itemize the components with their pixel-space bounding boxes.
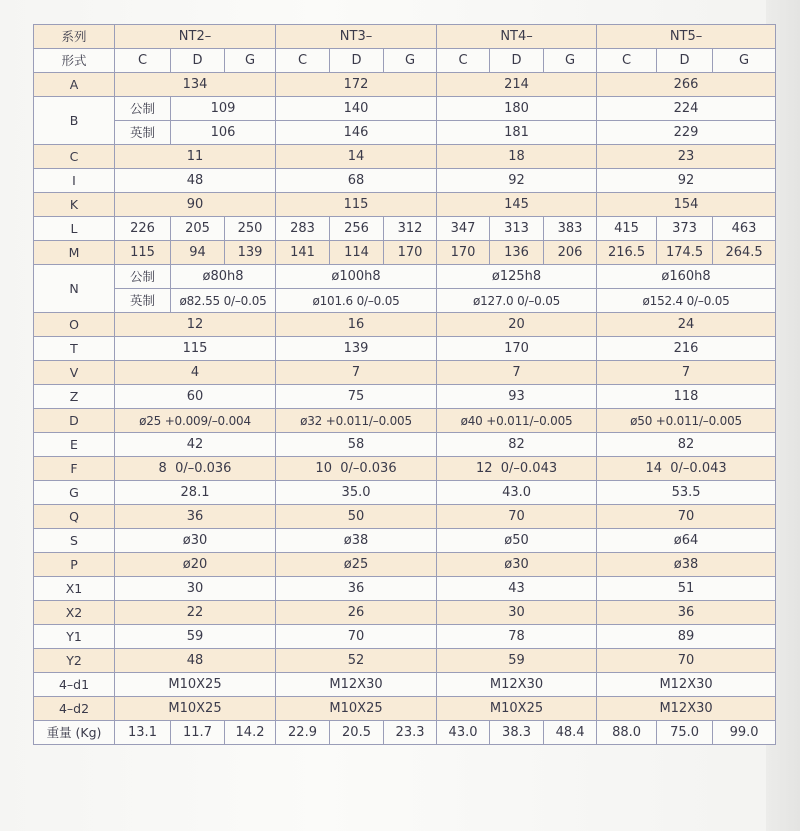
cell: 4 — [115, 361, 276, 385]
cell: 224 — [597, 97, 776, 121]
cell: M12X30 — [437, 673, 597, 697]
cell: ø50 +0.011/–0.005 — [597, 409, 776, 433]
cell: ø38 — [597, 553, 776, 577]
cell: M12X30 — [597, 673, 776, 697]
type-d: D — [330, 49, 384, 73]
cell: 82 — [437, 433, 597, 457]
row-label: 4–d2 — [34, 697, 115, 721]
row-n-imperial — [34, 289, 776, 313]
cell: 14 — [276, 145, 437, 169]
cell: 7 — [437, 361, 597, 385]
row-k — [34, 193, 776, 217]
cell: 373 — [657, 217, 713, 241]
cell: 8 0/–0.036 — [115, 457, 276, 481]
row-s — [34, 529, 776, 553]
cell: 99.0 — [713, 721, 776, 745]
cell: 347 — [437, 217, 490, 241]
row-label: G — [34, 481, 115, 505]
cell: 14 0/–0.043 — [597, 457, 776, 481]
row-4-d1 — [34, 673, 776, 697]
cell: 59 — [437, 649, 597, 673]
cell: 266 — [597, 73, 776, 97]
cell: 115 — [115, 241, 171, 265]
cell: ø101.6 0/–0.05 — [276, 289, 437, 313]
cell: 181 — [437, 121, 597, 145]
cell: 35.0 — [276, 481, 437, 505]
cell: 313 — [490, 217, 544, 241]
cell: 59 — [115, 625, 276, 649]
row-label: P — [34, 553, 115, 577]
cell: 139 — [225, 241, 276, 265]
cell: M10X25 — [115, 697, 276, 721]
cell: 14.2 — [225, 721, 276, 745]
cell: 58 — [276, 433, 437, 457]
row-label: I — [34, 169, 115, 193]
cell: 170 — [384, 241, 437, 265]
cell: 214 — [437, 73, 597, 97]
header-type-row — [34, 49, 776, 73]
cell: 90 — [115, 193, 276, 217]
row-label: S — [34, 529, 115, 553]
cell: M10X25 — [437, 697, 597, 721]
row-label: F — [34, 457, 115, 481]
cell: 205 — [171, 217, 225, 241]
cell: 82 — [597, 433, 776, 457]
row-label: X2 — [34, 601, 115, 625]
cell: 106 — [171, 121, 276, 145]
row-label: E — [34, 433, 115, 457]
series-nt5: NT5– — [597, 25, 776, 49]
cell: 48.4 — [544, 721, 597, 745]
cell: ø40 +0.011/–0.005 — [437, 409, 597, 433]
cell: 22 — [115, 601, 276, 625]
type-g: G — [384, 49, 437, 73]
cell: 30 — [115, 577, 276, 601]
row-x2 — [34, 601, 776, 625]
cell: 43.0 — [437, 481, 597, 505]
cell: 12 0/–0.043 — [437, 457, 597, 481]
cell: 283 — [276, 217, 330, 241]
cell: ø38 — [276, 529, 437, 553]
cell: 22.9 — [276, 721, 330, 745]
cell: 12 — [115, 313, 276, 337]
cell: 256 — [330, 217, 384, 241]
row-m — [34, 241, 776, 265]
row-label: L — [34, 217, 115, 241]
cell: 75 — [276, 385, 437, 409]
header-series-row — [34, 25, 776, 49]
cell: 30 — [437, 601, 597, 625]
cell: 226 — [115, 217, 171, 241]
row-label: X1 — [34, 577, 115, 601]
type-g: G — [713, 49, 776, 73]
row-label: M — [34, 241, 115, 265]
cell: ø125h8 — [437, 265, 597, 289]
row-n-metric — [34, 265, 776, 289]
row-g — [34, 481, 776, 505]
series-nt2: NT2– — [115, 25, 276, 49]
cell: ø80h8 — [171, 265, 276, 289]
cell: 53.5 — [597, 481, 776, 505]
row-label: K — [34, 193, 115, 217]
type-c: C — [115, 49, 171, 73]
cell: 154 — [597, 193, 776, 217]
row-v — [34, 361, 776, 385]
cell: ø100h8 — [276, 265, 437, 289]
cell: 36 — [115, 505, 276, 529]
cell: 114 — [330, 241, 384, 265]
type-d: D — [490, 49, 544, 73]
cell: 141 — [276, 241, 330, 265]
cell: 13.1 — [115, 721, 171, 745]
row-x1 — [34, 577, 776, 601]
row-label: 重量 (Kg) — [34, 721, 115, 745]
row-e — [34, 433, 776, 457]
row-a — [34, 73, 776, 97]
cell: 16 — [276, 313, 437, 337]
cell: 229 — [597, 121, 776, 145]
cell: 415 — [597, 217, 657, 241]
cell: ø32 +0.011/–0.005 — [276, 409, 437, 433]
imperial-label: 英制 — [115, 121, 171, 145]
cell: 68 — [276, 169, 437, 193]
series-label: 系列 — [34, 25, 115, 49]
cell: 136 — [490, 241, 544, 265]
imperial-label: 英制 — [115, 289, 171, 313]
cell: 216.5 — [597, 241, 657, 265]
cell: 93 — [437, 385, 597, 409]
cell: M12X30 — [276, 673, 437, 697]
dimension-table — [33, 24, 776, 745]
row-weight — [34, 721, 776, 745]
row-p — [34, 553, 776, 577]
cell: 43 — [437, 577, 597, 601]
type-d: D — [657, 49, 713, 73]
row-label: 4–d1 — [34, 673, 115, 697]
cell: 70 — [276, 625, 437, 649]
row-label: O — [34, 313, 115, 337]
row-label: D — [34, 409, 115, 433]
cell: 36 — [597, 601, 776, 625]
cell: 88.0 — [597, 721, 657, 745]
cell: 70 — [597, 649, 776, 673]
cell: ø64 — [597, 529, 776, 553]
cell: 48 — [115, 169, 276, 193]
row-label: C — [34, 145, 115, 169]
cell: 36 — [276, 577, 437, 601]
cell: ø25 — [276, 553, 437, 577]
cell: 10 0/–0.036 — [276, 457, 437, 481]
type-c: C — [437, 49, 490, 73]
cell: M10X25 — [276, 697, 437, 721]
row-y1 — [34, 625, 776, 649]
type-g: G — [225, 49, 276, 73]
cell: 52 — [276, 649, 437, 673]
cell: 50 — [276, 505, 437, 529]
row-i — [34, 169, 776, 193]
cell: 170 — [437, 241, 490, 265]
cell: ø127.0 0/–0.05 — [437, 289, 597, 313]
cell: 383 — [544, 217, 597, 241]
row-label: A — [34, 73, 115, 97]
row-d — [34, 409, 776, 433]
cell: 60 — [115, 385, 276, 409]
cell: ø30 — [115, 529, 276, 553]
cell: ø25 +0.009/–0.004 — [115, 409, 276, 433]
cell: 42 — [115, 433, 276, 457]
cell: M12X30 — [597, 697, 776, 721]
cell: 174.5 — [657, 241, 713, 265]
row-label: Z — [34, 385, 115, 409]
metric-label: 公制 — [115, 97, 171, 121]
type-d: D — [171, 49, 225, 73]
row-o — [34, 313, 776, 337]
cell: 264.5 — [713, 241, 776, 265]
type-label: 形式 — [34, 49, 115, 73]
row-q — [34, 505, 776, 529]
cell: 216 — [597, 337, 776, 361]
cell: 140 — [276, 97, 437, 121]
type-c: C — [276, 49, 330, 73]
row-b-imperial — [34, 121, 776, 145]
series-nt4: NT4– — [437, 25, 597, 49]
row-t — [34, 337, 776, 361]
cell: 312 — [384, 217, 437, 241]
cell: 109 — [171, 97, 276, 121]
row-l — [34, 217, 776, 241]
cell: ø30 — [437, 553, 597, 577]
cell: 115 — [276, 193, 437, 217]
cell: 70 — [597, 505, 776, 529]
cell: 43.0 — [437, 721, 490, 745]
row-4-d2 — [34, 697, 776, 721]
cell: 26 — [276, 601, 437, 625]
cell: ø160h8 — [597, 265, 776, 289]
cell: 7 — [276, 361, 437, 385]
cell: ø152.4 0/–0.05 — [597, 289, 776, 313]
cell: 172 — [276, 73, 437, 97]
cell: 463 — [713, 217, 776, 241]
cell: 48 — [115, 649, 276, 673]
cell: 92 — [597, 169, 776, 193]
cell: 11.7 — [171, 721, 225, 745]
cell: 78 — [437, 625, 597, 649]
type-c: C — [597, 49, 657, 73]
cell: 139 — [276, 337, 437, 361]
row-label: Y2 — [34, 649, 115, 673]
row-z — [34, 385, 776, 409]
row-label: B — [34, 97, 115, 145]
cell: 7 — [597, 361, 776, 385]
cell: 20 — [437, 313, 597, 337]
cell: 70 — [437, 505, 597, 529]
cell: ø20 — [115, 553, 276, 577]
row-label: Q — [34, 505, 115, 529]
cell: 250 — [225, 217, 276, 241]
type-g: G — [544, 49, 597, 73]
cell: 134 — [115, 73, 276, 97]
row-b-metric — [34, 97, 776, 121]
row-c — [34, 145, 776, 169]
row-y2 — [34, 649, 776, 673]
cell: ø82.55 0/–0.05 — [171, 289, 276, 313]
cell: 18 — [437, 145, 597, 169]
metric-label: 公制 — [115, 265, 171, 289]
cell: 92 — [437, 169, 597, 193]
cell: M10X25 — [115, 673, 276, 697]
cell: 180 — [437, 97, 597, 121]
series-nt3: NT3– — [276, 25, 437, 49]
cell: 94 — [171, 241, 225, 265]
row-label: T — [34, 337, 115, 361]
row-label: V — [34, 361, 115, 385]
cell: 28.1 — [115, 481, 276, 505]
row-label: N — [34, 265, 115, 313]
cell: 146 — [276, 121, 437, 145]
cell: 75.0 — [657, 721, 713, 745]
cell: 89 — [597, 625, 776, 649]
cell: 145 — [437, 193, 597, 217]
cell: 20.5 — [330, 721, 384, 745]
cell: ø50 — [437, 529, 597, 553]
cell: 24 — [597, 313, 776, 337]
cell: 38.3 — [490, 721, 544, 745]
row-label: Y1 — [34, 625, 115, 649]
cell: 11 — [115, 145, 276, 169]
cell: 23 — [597, 145, 776, 169]
cell: 51 — [597, 577, 776, 601]
cell: 115 — [115, 337, 276, 361]
cell: 170 — [437, 337, 597, 361]
cell: 118 — [597, 385, 776, 409]
cell: 206 — [544, 241, 597, 265]
cell: 23.3 — [384, 721, 437, 745]
row-f — [34, 457, 776, 481]
